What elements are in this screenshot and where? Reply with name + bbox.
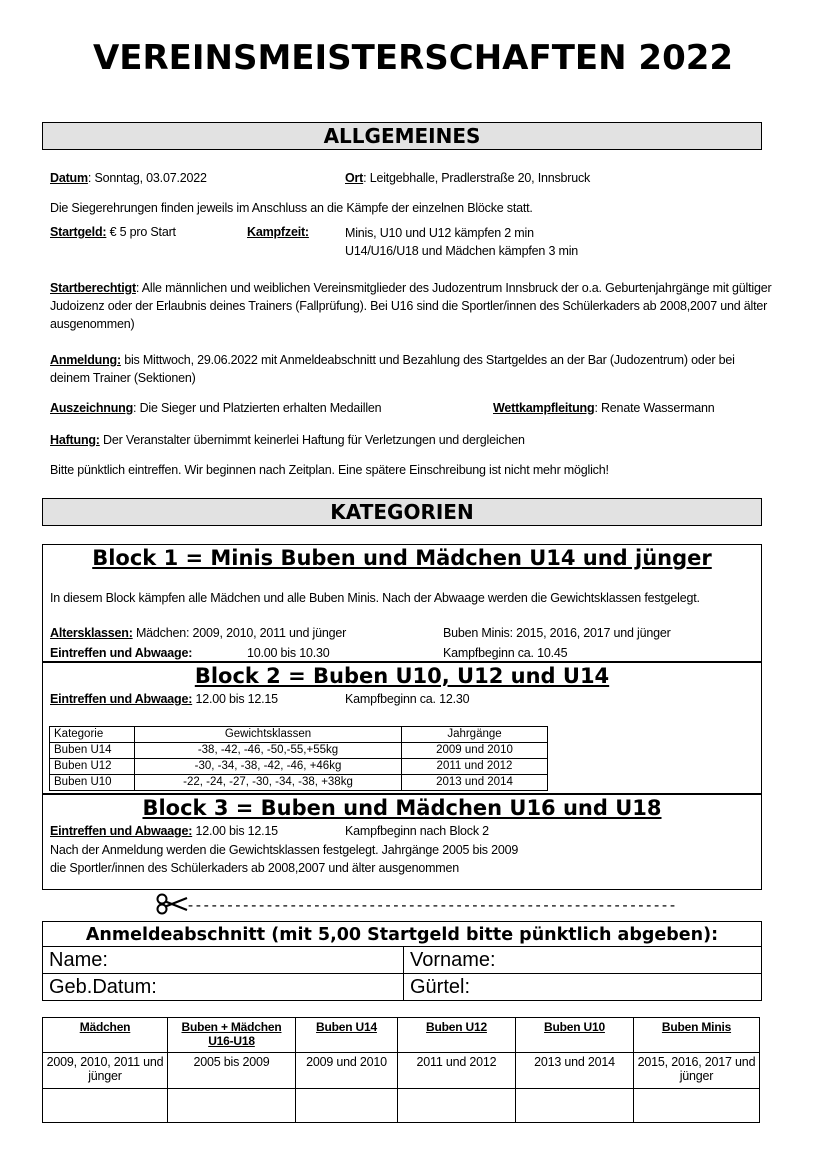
table-cell: 2009 und 2010 bbox=[296, 1053, 398, 1089]
block3-eintreffen-time: 12.00 bis 12.15 bbox=[192, 824, 278, 838]
kampfzeit-line1: Minis, U10 und U12 kämpfen 2 min bbox=[345, 226, 534, 240]
checkbox-cell[interactable] bbox=[296, 1089, 398, 1123]
block1-kampfbeginn: Kampfbeginn ca. 10.45 bbox=[443, 646, 568, 660]
punktlich-text: Bitte pünktlich eintreffen. Wir beginnen nach Zeitplan. Eine spätere Einschreibung ist nicht mehr möglich! bbox=[50, 463, 609, 477]
table-header-cell: Buben Minis bbox=[634, 1018, 760, 1053]
table-cell: -30, -34, -38, -42, -46, +46kg bbox=[135, 759, 402, 775]
weight-class-table bbox=[49, 726, 548, 791]
wettkampfleitung-label: Wettkampfleitung bbox=[493, 401, 595, 415]
checkbox-cell[interactable] bbox=[634, 1089, 760, 1123]
auszeichnung-label: Auszeichnung bbox=[50, 401, 134, 415]
registration-form bbox=[42, 921, 762, 1001]
altersklassen-row bbox=[50, 626, 346, 640]
table-row bbox=[43, 1089, 760, 1123]
table-cell: -22, -24, -27, -30, -34, -38, +38kg bbox=[135, 775, 402, 791]
table-cell: Buben U12 bbox=[50, 759, 135, 775]
table-cell: 2011 und 2012 bbox=[402, 759, 548, 775]
startgeld-row bbox=[50, 225, 176, 239]
block3-line3: die Sportler/innen des Schülerkaders ab 2008,2007 und älter ausgenommen bbox=[50, 861, 459, 875]
startberechtigt-text: : Alle männlichen und weiblichen Vereinsmitglieder des Judozentrum Innsbruck der o.a. Geburtenjahrgänge mit gültiger Judoizenz oder der Erlaubnis deines Trainers (Fallprüfung). Bei U16 sind die Sportler/innen des Schülerkaders ab 2008,2007 und älter ausgenommen) bbox=[50, 281, 772, 331]
auszeichnung-row bbox=[50, 401, 381, 415]
siegerehrung-text: Die Siegerehrungen finden jeweils im Anschluss an die Kämpfe der einzelnen Blöcke statt. bbox=[50, 201, 533, 215]
ort-label: Ort bbox=[345, 171, 364, 185]
registration-form-row bbox=[43, 973, 761, 1000]
anmeldung-label: Anmeldung: bbox=[50, 353, 121, 367]
name-field[interactable]: Name: bbox=[43, 947, 404, 973]
section-header-allgemeines: ALLGEMEINES bbox=[42, 122, 762, 150]
table-header-cell: Mädchen bbox=[43, 1018, 168, 1053]
datum-value: : Sonntag, 03.07.2022 bbox=[87, 171, 207, 185]
block2-title: Block 2 = Buben U10, U12 und U14 bbox=[194, 664, 610, 688]
startgeld-value: € 5 pro Start bbox=[106, 225, 176, 239]
altersklassen-buben: Buben Minis: 2015, 2016, 2017 und jünger bbox=[443, 626, 671, 640]
block1-title: Block 1 = Minis Buben und Mädchen U14 und jünger bbox=[92, 546, 712, 570]
table-cell: -38, -42, -46, -50,-55,+55kg bbox=[135, 743, 402, 759]
block2-eintreffen-row bbox=[50, 692, 278, 706]
table-header-row bbox=[50, 727, 548, 743]
kampfzeit-label: Kampfzeit: bbox=[247, 225, 309, 239]
checkbox-cell[interactable] bbox=[398, 1089, 516, 1123]
table-row bbox=[50, 775, 548, 791]
table-header-cell: Gewichtsklassen bbox=[135, 727, 402, 743]
auszeichnung-text: : Die Sieger und Platzierten erhalten Medaillen bbox=[133, 401, 382, 415]
block2-eintreffen-label: Eintreffen und Abwaage: bbox=[50, 692, 193, 706]
wettkampfleitung-row bbox=[493, 401, 715, 415]
ort-value: : Leitgebhalle, Pradlerstraße 20, Innsbruck bbox=[363, 171, 591, 185]
block2-kampfbeginn: Kampfbeginn ca. 12.30 bbox=[345, 692, 470, 706]
table-header-cell: Buben + Mädchen U16-U18 bbox=[168, 1018, 296, 1053]
haftung-text: Der Veranstalter übernimmt keinerlei Haftung für Verletzungen und dergleichen bbox=[99, 433, 525, 447]
cut-line: -------------------------------------------------------------- bbox=[186, 896, 676, 914]
category-checkbox-table bbox=[42, 1017, 760, 1123]
haftung-row bbox=[50, 433, 525, 447]
altersklassen-maedchen: Mädchen: 2009, 2010, 2011 und jünger bbox=[132, 626, 347, 640]
section-header-kategorien: KATEGORIEN bbox=[42, 498, 762, 526]
page-title: VEREINSMEISTERSCHAFTEN 2022 bbox=[92, 38, 734, 78]
block3-title: Block 3 = Buben und Mädchen U16 und U18 bbox=[142, 796, 662, 820]
anmeldung-paragraph bbox=[50, 351, 776, 387]
anmeldung-text: bis Mittwoch, 29.06.2022 mit Anmeldeabschnitt und Bezahlung des Startgeldes an der Bar (Judozentrum) oder bei deinem Trainer (Sektionen) bbox=[50, 353, 735, 385]
table-cell: 2013 und 2014 bbox=[402, 775, 548, 791]
table-header-cell: Kategorie bbox=[50, 727, 135, 743]
registration-form-row bbox=[43, 946, 761, 973]
block2-eintreffen-time: 12.00 bis 12.15 bbox=[192, 692, 278, 706]
block3-kampfbeginn: Kampfbeginn nach Block 2 bbox=[345, 824, 489, 838]
scissors-icon bbox=[155, 893, 189, 920]
startgeld-label: Startgeld: bbox=[50, 225, 107, 239]
wettkampfleitung-text: : Renate Wassermann bbox=[594, 401, 715, 415]
checkbox-cell[interactable] bbox=[516, 1089, 634, 1123]
ort-row bbox=[345, 171, 590, 185]
block3-eintreffen-row bbox=[50, 824, 278, 838]
haftung-label: Haftung: bbox=[50, 433, 100, 447]
registration-form-heading: Anmeldeabschnitt (mit 5,00 Startgeld bitte pünktlich abgeben): bbox=[85, 925, 719, 945]
block3-eintreffen-label: Eintreffen und Abwaage: bbox=[50, 824, 193, 838]
table-header-cell: Buben U12 bbox=[398, 1018, 516, 1053]
block1-eintreffen-label: Eintreffen und Abwaage: bbox=[50, 646, 193, 660]
gebdatum-field[interactable]: Geb.Datum: bbox=[43, 974, 404, 1000]
kampfzeit-line2: U14/U16/U18 und Mädchen kämpfen 3 min bbox=[345, 244, 579, 258]
table-header-cell: Buben U10 bbox=[516, 1018, 634, 1053]
altersklassen-label: Altersklassen: bbox=[50, 626, 133, 640]
table-cell: Buben U14 bbox=[50, 743, 135, 759]
table-row bbox=[50, 759, 548, 775]
table-cell: 2015, 2016, 2017 und jünger bbox=[634, 1053, 760, 1089]
guertel-field[interactable]: Gürtel: bbox=[410, 976, 471, 998]
checkbox-cell[interactable] bbox=[168, 1089, 296, 1123]
table-cell: 2009, 2010, 2011 und jünger bbox=[43, 1053, 168, 1089]
startberechtigt-paragraph bbox=[50, 279, 774, 333]
table-row bbox=[43, 1053, 760, 1089]
startberechtigt-label: Startberechtigt bbox=[50, 281, 136, 295]
table-cell: 2011 und 2012 bbox=[398, 1053, 516, 1089]
block1-eintreffen-time: 10.00 bis 10.30 bbox=[247, 646, 330, 660]
table-cell: Buben U10 bbox=[50, 775, 135, 791]
table-header-row bbox=[43, 1018, 760, 1053]
block3-line2: Nach der Anmeldung werden die Gewichtsklassen festgelegt. Jahrgänge 2005 bis 2009 bbox=[50, 843, 519, 857]
datum-row bbox=[50, 171, 207, 185]
table-header-cell: Buben U14 bbox=[296, 1018, 398, 1053]
block1-intro: In diesem Block kämpfen alle Mädchen und alle Buben Minis. Nach der Abwaage werden die Gewichtsklassen festgelegt. bbox=[50, 591, 700, 605]
checkbox-cell[interactable] bbox=[43, 1089, 168, 1123]
table-cell: 2009 und 2010 bbox=[402, 743, 548, 759]
table-header-cell: Jahrgänge bbox=[402, 727, 548, 743]
datum-label: Datum bbox=[50, 171, 88, 185]
table-cell: 2013 und 2014 bbox=[516, 1053, 634, 1089]
table-cell: 2005 bis 2009 bbox=[168, 1053, 296, 1089]
table-row bbox=[50, 743, 548, 759]
vorname-field[interactable]: Vorname: bbox=[410, 949, 496, 971]
